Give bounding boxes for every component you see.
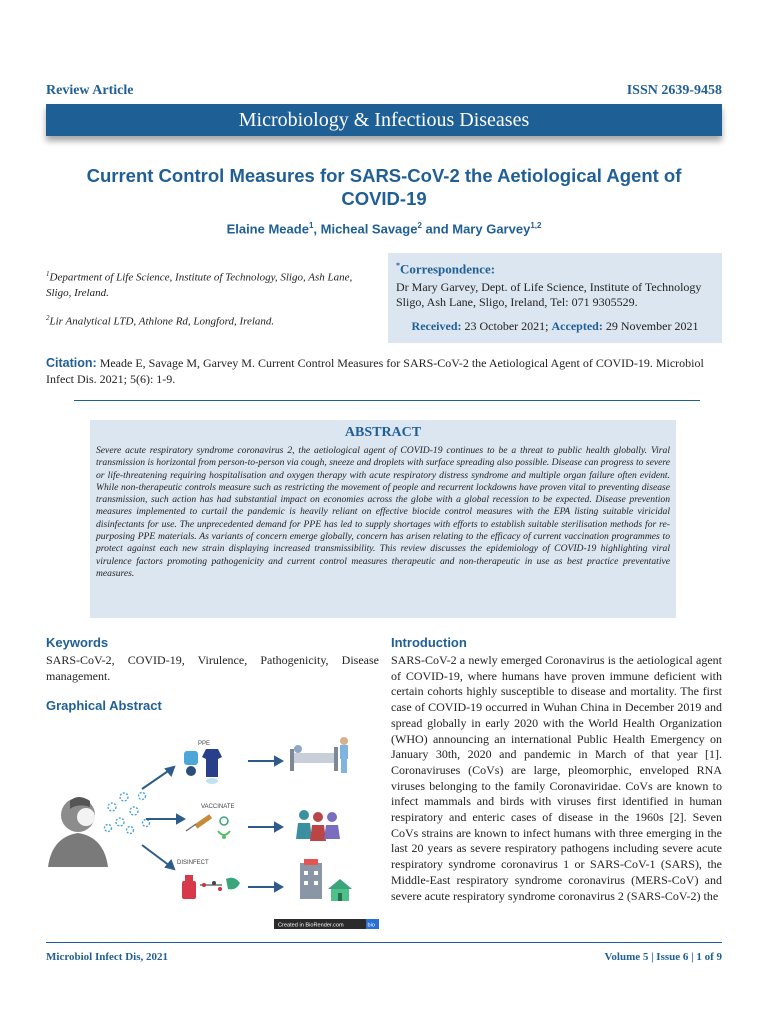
author-sup: 1,2: [530, 221, 542, 230]
introduction-heading: Introduction: [391, 635, 467, 650]
affiliation: [46, 267, 376, 301]
article-type: Review Article: [46, 83, 134, 98]
footer-divider: [46, 942, 722, 943]
journal-banner: Microbiology & Infectious Diseases: [46, 104, 722, 136]
received-label: Received:: [411, 319, 462, 334]
correspondence-box: [388, 253, 722, 343]
keywords-heading: Keywords: [46, 635, 109, 650]
author-name[interactable]: Elaine Meade: [226, 221, 309, 237]
credit-text: Created in BioRender.com: [278, 922, 344, 929]
dates: [396, 319, 714, 334]
correspondence-text: Dr Mary Garvey, Dept. of Life Science, Institute of Technology Sligo, Ash Lane, Sligo, Ireland, Tel: 071 9305529.: [396, 280, 702, 310]
affiliation-sup: 1: [46, 270, 50, 278]
article-title: Current Control Measures for SARS-CoV-2 the Aetiological Agent of COVID-19: [86, 165, 682, 209]
author-sep: and: [421, 221, 453, 237]
citation-text: Meade E, Savage M, Garvey M. Current Control Measures for SARS-CoV-2 the Aetiological Agent of COVID-19. Microbiol Infect Dis. 2021; 5(6): 1-9.: [46, 356, 704, 386]
author-name[interactable]: Mary Garvey: [452, 221, 531, 237]
biorender-badge-text: bio: [367, 922, 375, 929]
people-icon: [296, 810, 340, 841]
hospital-bed-icon: [290, 737, 348, 773]
divider: [74, 400, 700, 401]
authors: [60, 221, 708, 236]
arrow-icon: [248, 757, 282, 891]
issn: ISSN 2639-9458: [626, 83, 722, 98]
house-icon: [328, 879, 352, 901]
author-name[interactable]: Micheal Savage: [320, 221, 418, 237]
footer-journal: Microbiol Infect Dis, 2021: [46, 951, 169, 963]
top-row: [46, 83, 722, 101]
accepted-label: Accepted:: [551, 319, 603, 334]
abstract-heading: ABSTRACT: [344, 425, 422, 440]
correspondence-heading: *Correspondence:: [396, 261, 496, 277]
affiliation-text: Lir Analytical LTD, Athlone Rd, Longford, Ireland.: [49, 315, 275, 328]
syringe-icon: [186, 814, 230, 839]
accepted-date: 29 November 2021: [605, 319, 699, 334]
person-icon: [48, 797, 108, 867]
keywords-text: SARS-CoV-2, COVID-19, Virulence, Pathogenicity, Disease management.: [46, 653, 379, 683]
disinfectant-icon: [182, 875, 240, 899]
graphical-abstract-figure: [46, 727, 379, 931]
ppe-label: PPE: [198, 741, 211, 747]
correspondence-star: *: [396, 261, 400, 270]
arrow-icon: [142, 767, 184, 869]
affiliation-text: Department of Life Science, Institute of Technology, Sligo, Ash Lane, Sligo, Ireland.: [46, 271, 353, 299]
abstract-text: Severe acute respiratory syndrome coronavirus 2, the aetiological agent of COVID-19 continues to be a threat to public health globally. Viral transmission is horizontal from person-to-person via cough, sneeze and droplets with surface spreading also possible. Disease can progress to severe or life-threatening requiring hospitalisation and oxygen therapy with acute respiratory distress syndrome and multiple organ failure often evident. While non-therapeutic controls measure such as restricting the movement of people and recurrent lockdowns have proven vital to preventing disease transmission, such action has had substantial impact on economies across the globe with a global recession to be expected. Disease prevention measures implemented to curtail the pandemic is heavily reliant on effective biocide control measures with the EPA listing suitable viricidal disinfectants for use. The unprecedented demand for PPE has led to supply shortages with efforts to establish suitable sterilisation methods for re-purposing PPE materials. As variants of concern emerge globally, concern has arisen relating to the efficacy of current vaccination programmes to protect against each new strain displaying increased transmissibility. This review discusses the epidemiology of COVID-19 highlighting viral virulence factors promoting pathogenicity and current control measures therapeutic and non-therapeutic in use as best practice preventative measures.: [96, 445, 670, 579]
vaccinate-label: VACCINATE: [201, 804, 235, 810]
citation: [46, 355, 722, 387]
abstract-box: [90, 420, 676, 618]
author-sep: ,: [313, 221, 321, 237]
author-sup: 2: [417, 221, 422, 230]
introduction-text: SARS-CoV-2 a newly emerged Coronavirus is the aetiological agent of COVID-19, where humans have proven immune deficient with certain cohorts highly susceptible to disease and mortality. The first case of COVID-19 occurred in Wuhan China in December 2019 and spread globally in early 2020 with the World Health Organization (WHO) announcing an international Public Health Emergency on January 30th, 2020 and pandemic in March of that year [1]. Coronaviruses (CoVs) are large, pleomorphic, enveloped RNA viruses belonging to the family Coronaviridae. CoVs are known to infect mammals and birds with viruses first identified in human respiratory and enteric cases of disease in the 1960s [2]. Seven CoVs strains are known to infect humans with three emerging in the last 20 years as severe respiratory pathogens including severe acute respiratory syndrome coronavirus 1 or SARS-CoV-1 (SARS), the Middle-East respiratory syndrome coronavirus (MERS-CoV) and severe acute respiratory syndrome coronavirus 2 (SARS-CoV-2) the: [391, 653, 722, 903]
affiliation-sup: 2: [46, 314, 50, 322]
received-date: 23 October 2021;: [464, 319, 549, 334]
disinfect-label: DISINFECT: [177, 860, 209, 866]
hospital-icon: [300, 859, 322, 899]
affiliation: [46, 311, 376, 330]
ppe-icon: [184, 749, 222, 784]
graphical-abstract-heading: Graphical Abstract: [46, 698, 162, 713]
virus-particles-icon: [105, 793, 150, 834]
citation-label: Citation:: [46, 356, 97, 370]
author-sup: 1: [308, 221, 314, 230]
footer-pagination: Volume 5 | Issue 6 | 1 of 9: [604, 951, 722, 963]
